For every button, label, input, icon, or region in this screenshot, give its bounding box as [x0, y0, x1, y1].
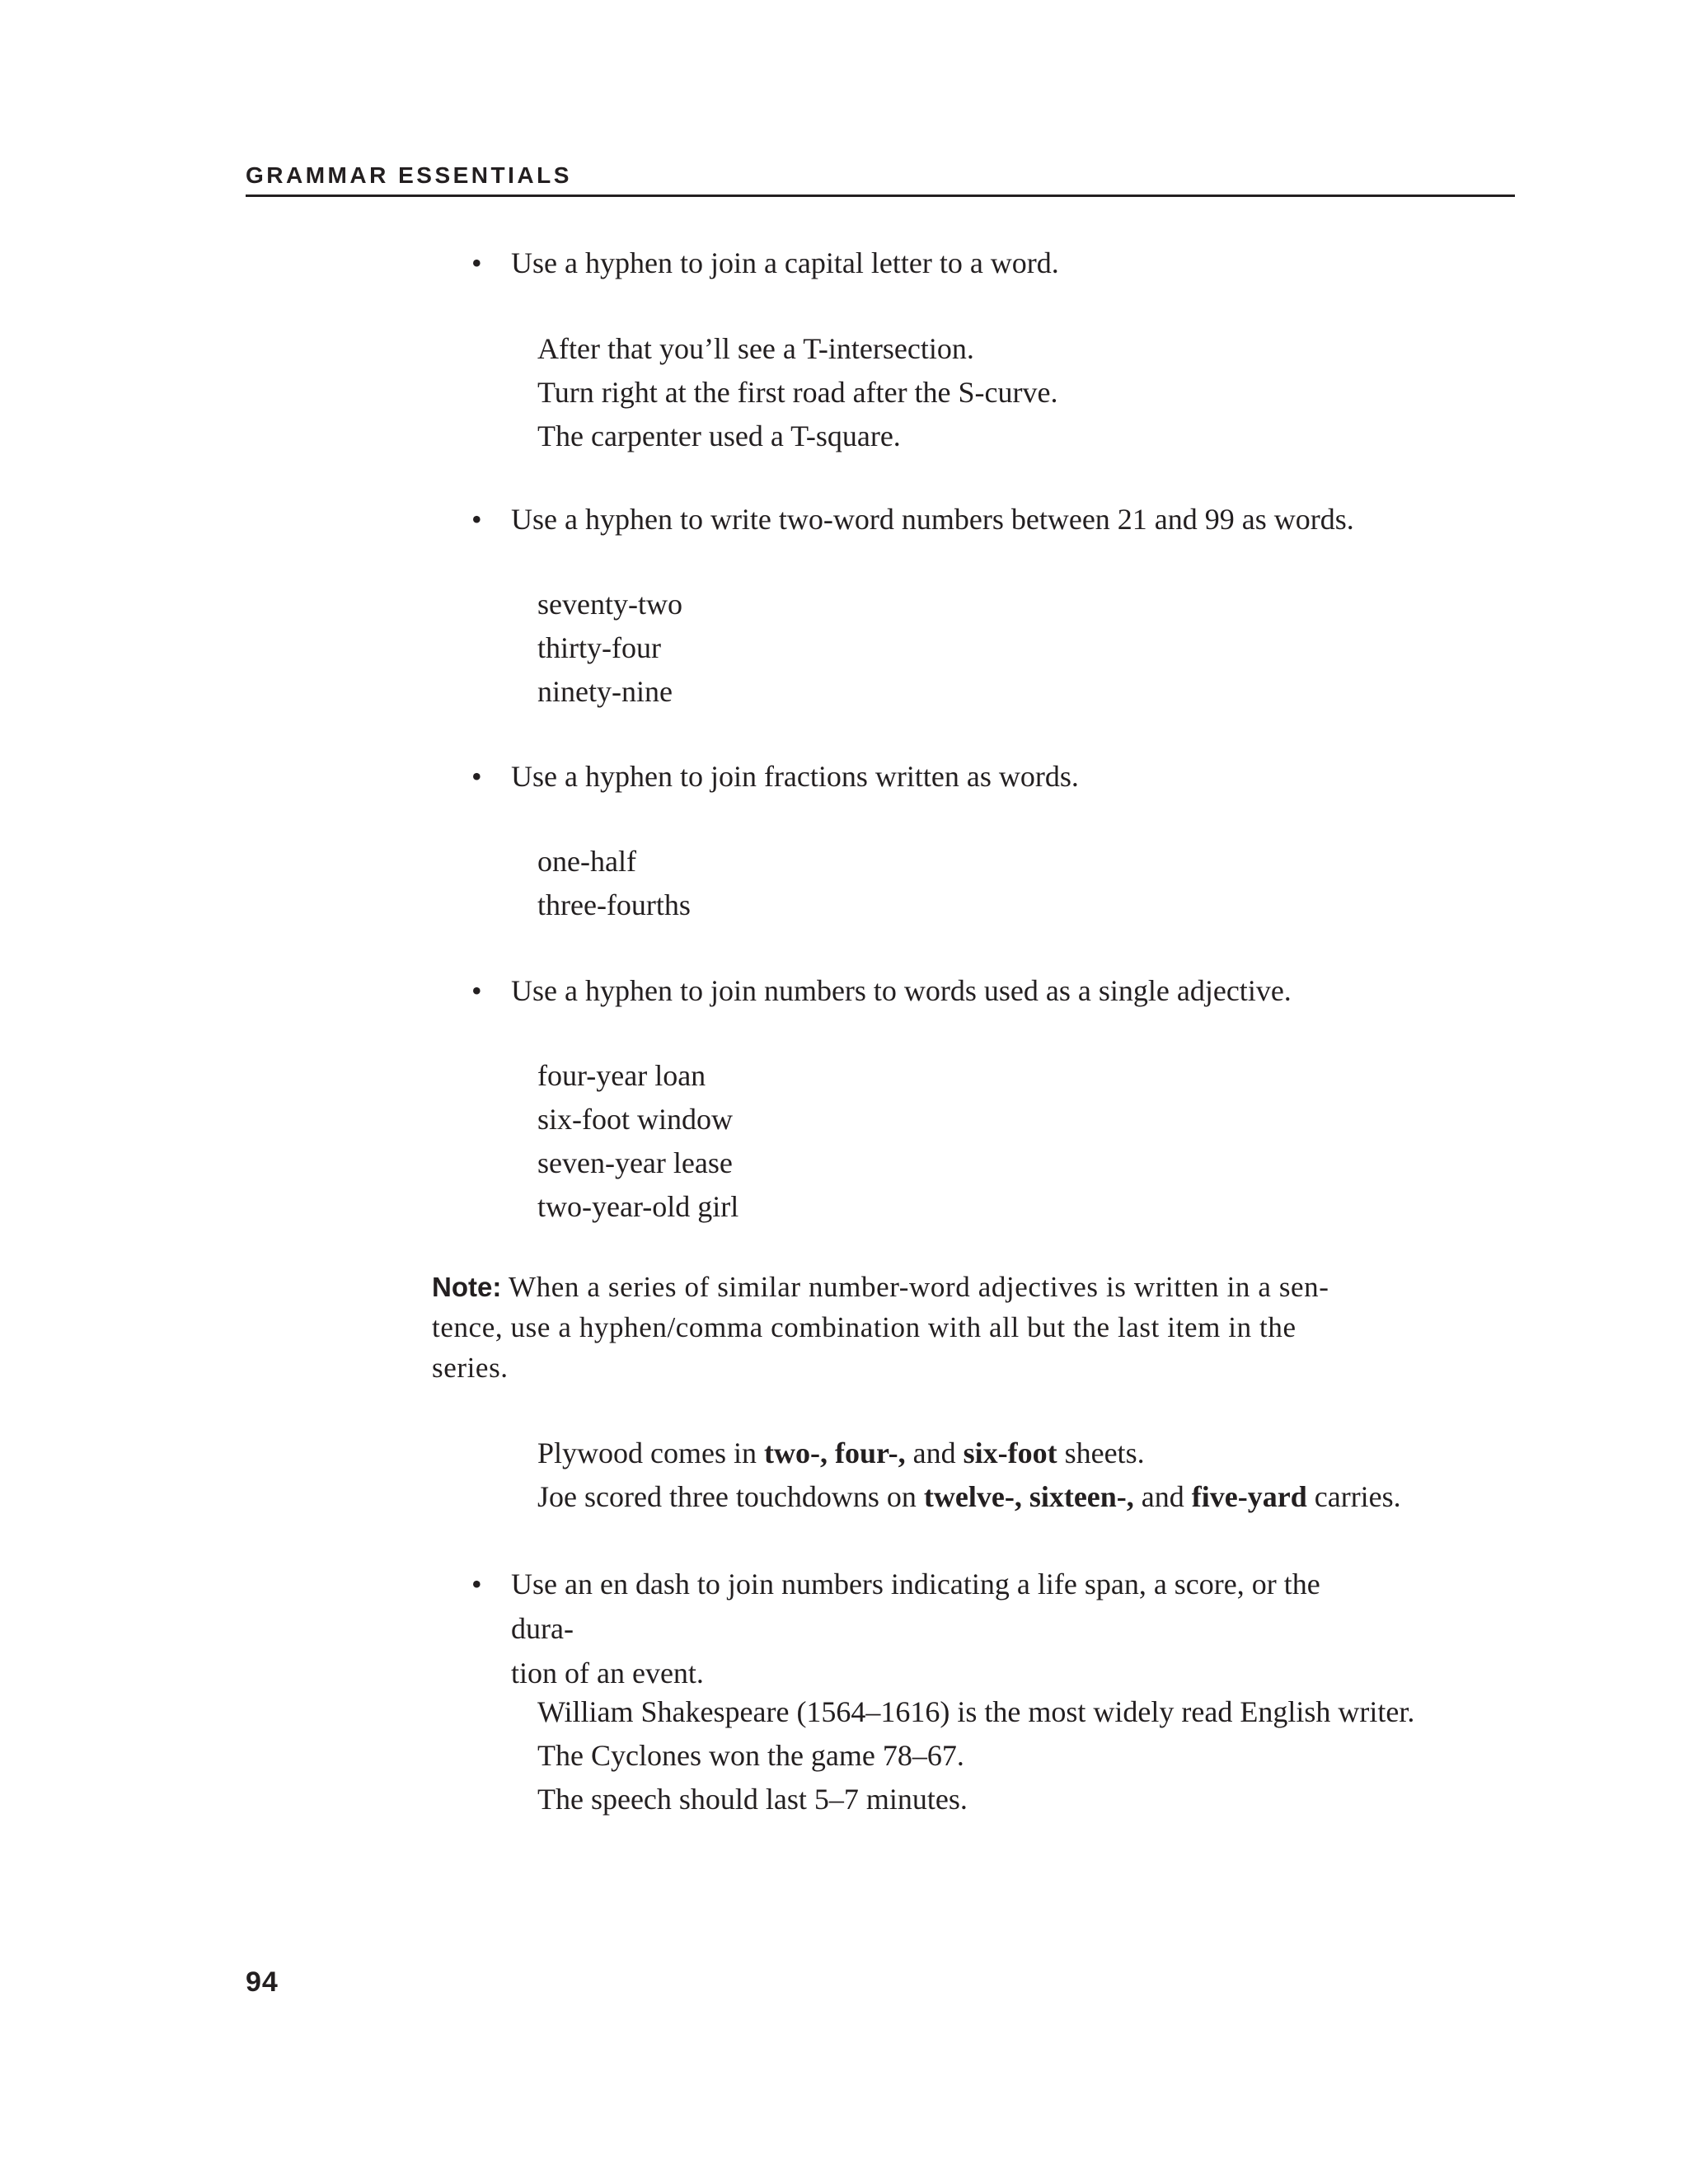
- example-text: Joe scored three touchdowns on: [537, 1480, 924, 1513]
- example-list: [537, 583, 1493, 714]
- bullet-text: Use a hyphen to join numbers to words used as a single adjective.: [511, 974, 1292, 1007]
- note-text-line: series.: [432, 1352, 509, 1384]
- example-list: [537, 327, 1493, 458]
- bullet-item: [471, 241, 1386, 285]
- bullet-text-line: Use an en dash to join numbers indicating a life span, a score, or the dura-: [511, 1568, 1320, 1645]
- example-text: and: [905, 1436, 964, 1469]
- example-line: seventy-two: [537, 588, 682, 621]
- bullet-item: [471, 1562, 1386, 1695]
- example-line: three-fourths: [537, 888, 691, 921]
- example-line: The speech should last 5–7 minutes.: [537, 1783, 968, 1816]
- note-text-line: tence, use a hyphen/comma combination with all but the last item in the: [432, 1311, 1296, 1343]
- example-line: Turn right at the first road after the S-curve.: [537, 376, 1058, 409]
- bullet-icon: •: [471, 760, 482, 793]
- bullet-text-line: tion of an event.: [511, 1657, 704, 1690]
- example-line: ninety-nine: [537, 675, 673, 708]
- note-paragraph: [432, 1267, 1372, 1388]
- example-line: four-year loan: [537, 1059, 706, 1092]
- running-header: [246, 162, 1515, 197]
- example-text: Plywood comes in: [537, 1436, 764, 1469]
- example-text: and: [1133, 1480, 1192, 1513]
- bullet-icon: •: [471, 974, 482, 1007]
- example-line: After that you’ll see a T-intersection.: [537, 332, 974, 365]
- example-line: six-foot window: [537, 1103, 733, 1136]
- example-line: seven-year lease: [537, 1146, 733, 1179]
- bullet-text: Use a hyphen to join a capital letter to a word.: [511, 246, 1059, 279]
- example-list: [537, 840, 1493, 927]
- example-line: one-half: [537, 845, 636, 878]
- bullet-item: [471, 754, 1386, 799]
- note-line: [432, 1267, 1372, 1307]
- note-label: Note:: [432, 1272, 502, 1302]
- note-text-line: When a series of similar number-word adjectives is written in a sen-: [509, 1271, 1329, 1303]
- header-rule: [246, 194, 1515, 197]
- example-bold-text: two-, four-,: [764, 1436, 906, 1469]
- example-line: The Cyclones won the game 78–67.: [537, 1739, 964, 1772]
- bullet-icon: •: [471, 1568, 482, 1601]
- note-example-list: [537, 1432, 1493, 1519]
- example-list: [537, 1054, 1493, 1229]
- page-number: 94: [246, 1966, 279, 1998]
- bullet-item: [471, 968, 1386, 1013]
- bullet-icon: •: [471, 503, 482, 536]
- example-list: [537, 1690, 1493, 1821]
- example-line: thirty-four: [537, 631, 661, 664]
- example-line: The carpenter used a T-square.: [537, 419, 901, 452]
- header-title: GRAMMAR ESSENTIALS: [246, 162, 572, 188]
- bullet-text: [511, 1562, 1386, 1695]
- example-line: two-year-old girl: [537, 1190, 739, 1223]
- example-bold-text: twelve-, sixteen-,: [923, 1480, 1134, 1513]
- example-bold-text: five-yard: [1191, 1480, 1307, 1513]
- example-line: William Shakespeare (1564–1616) is the most widely read English writer.: [537, 1695, 1415, 1728]
- bullet-icon: •: [471, 246, 482, 279]
- bullet-text: Use a hyphen to write two-word numbers between 21 and 99 as words.: [511, 503, 1354, 536]
- bullet-item: [471, 497, 1386, 541]
- example-bold-text: six-foot: [963, 1436, 1057, 1469]
- note-example-line: [537, 1475, 1493, 1519]
- bullet-text: Use a hyphen to join fractions written as words.: [511, 760, 1079, 793]
- example-text: carries.: [1306, 1480, 1401, 1513]
- note-example-line: [537, 1432, 1493, 1475]
- example-text: sheets.: [1057, 1436, 1145, 1469]
